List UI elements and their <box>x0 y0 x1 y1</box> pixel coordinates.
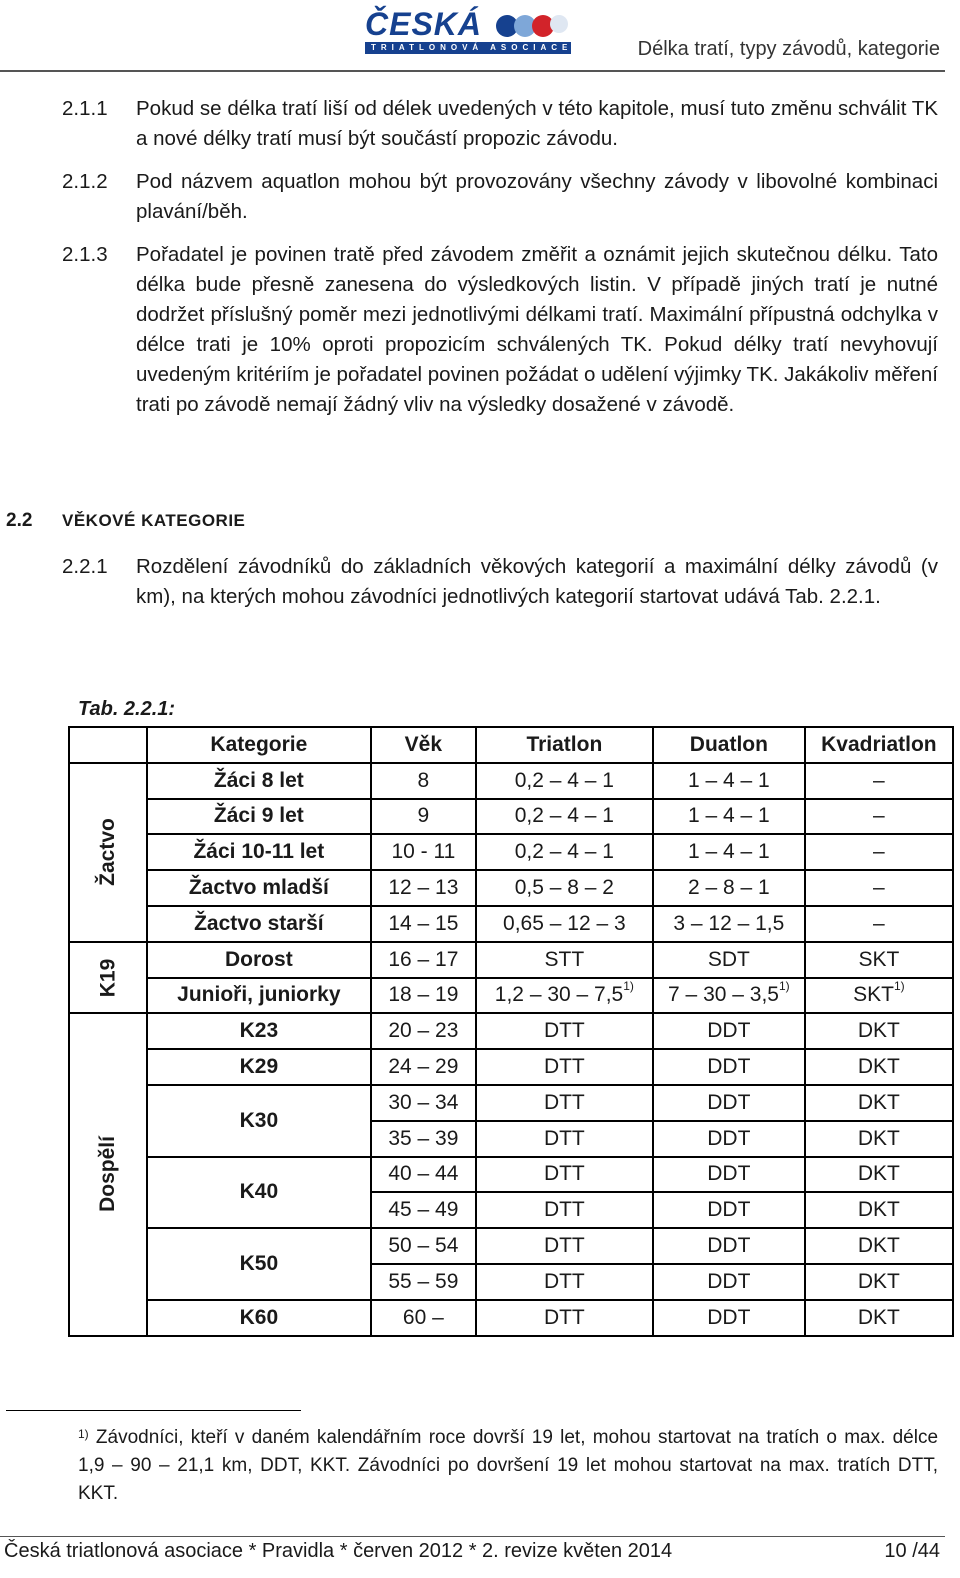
cell-triatlon: 0,2 – 4 – 1 <box>476 763 653 799</box>
group-label: Dospělí <box>95 1136 119 1213</box>
cell-duatlon: DDT <box>653 1264 805 1300</box>
cell-duatlon: DDT <box>653 1121 805 1157</box>
cell-kategorie: Dorost <box>147 942 371 978</box>
paragraph-number: 2.1.2 <box>62 170 108 193</box>
cell-duatlon: SDT <box>653 942 805 978</box>
cell-kvadriatlon: DKT <box>805 1264 953 1300</box>
cell-vek: 60 – <box>371 1300 476 1336</box>
table-row <box>69 799 953 835</box>
table-row <box>69 906 953 942</box>
cell-triatlon: DTT <box>476 1192 653 1228</box>
cell-duatlon: 1 – 4 – 1 <box>653 799 805 835</box>
table-row <box>69 942 953 978</box>
cell-kvadriatlon: DKT <box>805 1157 953 1193</box>
group-label: K19 <box>95 958 119 997</box>
table-row <box>69 1228 953 1264</box>
group-k19 <box>69 942 147 1014</box>
cta-logo <box>365 6 575 52</box>
paragraph-2-1-3 <box>62 240 938 420</box>
cell-kategorie: Žáci 9 let <box>147 799 371 835</box>
logo-rings-icon <box>495 10 575 42</box>
cell-triatlon: DTT <box>476 1013 653 1049</box>
table-row <box>69 870 953 906</box>
cell-vek: 45 – 49 <box>371 1192 476 1228</box>
cell-vek: 55 – 59 <box>371 1264 476 1300</box>
cell-duatlon: 3 – 12 – 1,5 <box>653 906 805 942</box>
cell-duatlon: DDT <box>653 1228 805 1264</box>
footnote-ref: 1) <box>778 979 790 994</box>
header-divider <box>0 70 945 72</box>
table-row <box>69 1157 953 1193</box>
cell-duatlon: DDT <box>653 1085 805 1121</box>
cell-value: 1,2 – 30 – 7,5 <box>494 983 624 1007</box>
cell-kvadriatlon: DKT <box>805 1049 953 1085</box>
footnote-text: Závodníci, kteří v daném kalendářním roce dovrší 19 let, mohou startovat na tratích o max. délce 1,9 – 90 – 21,1 km, DDT, KKT. Závodníci po dovršení 19 let mohou startovat na max. tratích DTT, KKT. <box>78 1427 939 1504</box>
cell-value: 7 – 30 – 3,5 <box>668 983 779 1007</box>
cell-vek: 8 <box>371 763 476 799</box>
age-category-table <box>68 726 954 1337</box>
header-kategorie: Kategorie <box>147 727 371 763</box>
cell-kvadriatlon: – <box>805 799 953 835</box>
header-kvadriatlon: Kvadriatlon <box>805 727 953 763</box>
cell-kategorie: K30 <box>147 1085 371 1157</box>
cell-kategorie: Žactvo starší <box>147 906 371 942</box>
cell-vek: 35 – 39 <box>371 1121 476 1157</box>
cell-triatlon: DTT <box>476 1228 653 1264</box>
cell-kvadriatlon: SKT <box>805 942 953 978</box>
table-row <box>69 978 953 1014</box>
paragraph-text: Pod názvem aquatlon mohou být provozovány všechny závody v libovolné kombinaci plavání/běh. <box>136 170 938 223</box>
cell-vek: 16 – 17 <box>371 942 476 978</box>
cell-vek: 30 – 34 <box>371 1085 476 1121</box>
paragraph-2-2-1 <box>62 552 938 612</box>
cell-duatlon: 2 – 8 – 1 <box>653 870 805 906</box>
paragraph-number: 2.1.3 <box>62 243 108 266</box>
cell-vek: 12 – 13 <box>371 870 476 906</box>
cell-triatlon: DTT <box>476 1085 653 1121</box>
logo-text: ČESKÁ <box>365 6 483 42</box>
table-row <box>69 763 953 799</box>
cell-vek: 9 <box>371 799 476 835</box>
table-header-row <box>69 727 953 763</box>
table-row <box>69 834 953 870</box>
cell-kvadriatlon: DKT <box>805 1228 953 1264</box>
cell-kvadriatlon: DKT <box>805 1192 953 1228</box>
paragraph-2-1-1 <box>62 94 938 154</box>
group-dospeli <box>69 1013 147 1335</box>
footnote-mark: 1) <box>78 1427 89 1441</box>
cell-kvadriatlon <box>805 978 953 1014</box>
paragraph-number: 2.1.1 <box>62 97 108 120</box>
cell-kategorie: Žáci 10-11 let <box>147 834 371 870</box>
section-title: VĚKOVÉ KATEGORIE <box>62 511 246 530</box>
cell-duatlon <box>653 978 805 1014</box>
cell-triatlon: 0,65 – 12 – 3 <box>476 906 653 942</box>
cell-vek: 40 – 44 <box>371 1157 476 1193</box>
header-vek: Věk <box>371 727 476 763</box>
cell-kvadriatlon: DKT <box>805 1300 953 1336</box>
cell-triatlon: DTT <box>476 1121 653 1157</box>
cell-vek: 50 – 54 <box>371 1228 476 1264</box>
cell-vek: 18 – 19 <box>371 978 476 1014</box>
cell-kategorie: Junioři, juniorky <box>147 978 371 1014</box>
page-number: 10 /44 <box>884 1540 940 1562</box>
cell-kvadriatlon: DKT <box>805 1085 953 1121</box>
cell-value: SKT <box>853 983 894 1007</box>
footnote-ref: 1) <box>623 979 634 994</box>
table-row <box>69 1013 953 1049</box>
cell-vek: 10 - 11 <box>371 834 476 870</box>
cell-triatlon: 0,5 – 8 – 2 <box>476 870 653 906</box>
paragraph-2-1-2 <box>62 167 938 227</box>
cell-vek: 24 – 29 <box>371 1049 476 1085</box>
cell-triatlon: 0,2 – 4 – 1 <box>476 799 653 835</box>
cell-kvadriatlon: DKT <box>805 1013 953 1049</box>
footnote-ref: 1) <box>893 979 905 994</box>
cell-duatlon: 1 – 4 – 1 <box>653 834 805 870</box>
cell-kategorie: Žactvo mladší <box>147 870 371 906</box>
logo-subtitle: TRIATLONOVÁ ASOCIACE <box>371 43 573 52</box>
table-row <box>69 1049 953 1085</box>
cell-vek: 14 – 15 <box>371 906 476 942</box>
cell-duatlon: DDT <box>653 1157 805 1193</box>
cell-kategorie: Žáci 8 let <box>147 763 371 799</box>
cell-triatlon: STT <box>476 942 653 978</box>
footnote-divider <box>6 1410 301 1411</box>
footer-divider <box>0 1536 945 1537</box>
paragraph-text: Rozdělení závodníků do základních věkových kategorií a maximální délky závodů (v km), na kterých mohou závodníci jednotlivých kategorií startovat udává Tab. 2.2.1. <box>136 555 938 608</box>
paragraph-number: 2.2.1 <box>62 555 108 578</box>
cell-kategorie: K23 <box>147 1013 371 1049</box>
cell-triatlon: DTT <box>476 1264 653 1300</box>
page-header-title: Délka tratí, typy závodů, kategorie <box>637 38 940 60</box>
cell-kvadriatlon: – <box>805 763 953 799</box>
cell-vek: 20 – 23 <box>371 1013 476 1049</box>
footer-text: Česká triatlonová asociace * Pravidla * červen 2012 * 2. revize květen 2014 <box>4 1540 673 1562</box>
group-label: Žactvo <box>95 818 119 887</box>
cell-kvadriatlon: – <box>805 834 953 870</box>
cell-triatlon: 0,2 – 4 – 1 <box>476 834 653 870</box>
cell-triatlon: DTT <box>476 1049 653 1085</box>
paragraph-text: Pořadatel je povinen tratě před závodem změřit a oznámit jejich skutečnou délku. Tato délka bude přesně zanesena do výsledkových listin. V případě jiných tratí je nutné dodržet příslušný poměr mezi jednotlivými délkami tratí. Maximální přípustná odchylka v délce trati je 10% oproti propozicím schválených TK. Pokud délky tratí nevyhovují uvedeným kritériím je pořadatel povinen požádat o udělení výjimky TK. Jakákoliv měření trati po závodě nemají žádný vliv na výsledky dosažené v závodě. <box>136 243 938 416</box>
header-duatlon: Duatlon <box>653 727 805 763</box>
cell-kvadriatlon: – <box>805 870 953 906</box>
cell-duatlon: DDT <box>653 1049 805 1085</box>
cell-duatlon: DDT <box>653 1013 805 1049</box>
cell-duatlon: 1 – 4 – 1 <box>653 763 805 799</box>
cell-kategorie: K60 <box>147 1300 371 1336</box>
table-corner-cell <box>69 727 147 763</box>
footnote <box>78 1424 938 1508</box>
cell-kategorie: K29 <box>147 1049 371 1085</box>
cell-kvadriatlon: – <box>805 906 953 942</box>
table-caption: Tab. 2.2.1: <box>78 698 176 720</box>
cell-triatlon: DTT <box>476 1300 653 1336</box>
paragraph-text: Pokud se délka tratí liší od délek uvedených v této kapitole, musí tuto změnu schválit TK a nové délky tratí musí být součástí propozic závodu. <box>136 97 938 150</box>
section-heading <box>6 510 245 532</box>
cell-kategorie: K40 <box>147 1157 371 1229</box>
group-zactvo <box>69 763 147 942</box>
header-triatlon: Triatlon <box>476 727 653 763</box>
table-row <box>69 1085 953 1121</box>
cell-kategorie: K50 <box>147 1228 371 1300</box>
table-row <box>69 1300 953 1336</box>
cell-kvadriatlon: DKT <box>805 1121 953 1157</box>
cell-triatlon <box>476 978 653 1014</box>
cell-triatlon: DTT <box>476 1157 653 1193</box>
cell-duatlon: DDT <box>653 1192 805 1228</box>
cell-duatlon: DDT <box>653 1300 805 1336</box>
section-number: 2.2 <box>6 510 33 531</box>
